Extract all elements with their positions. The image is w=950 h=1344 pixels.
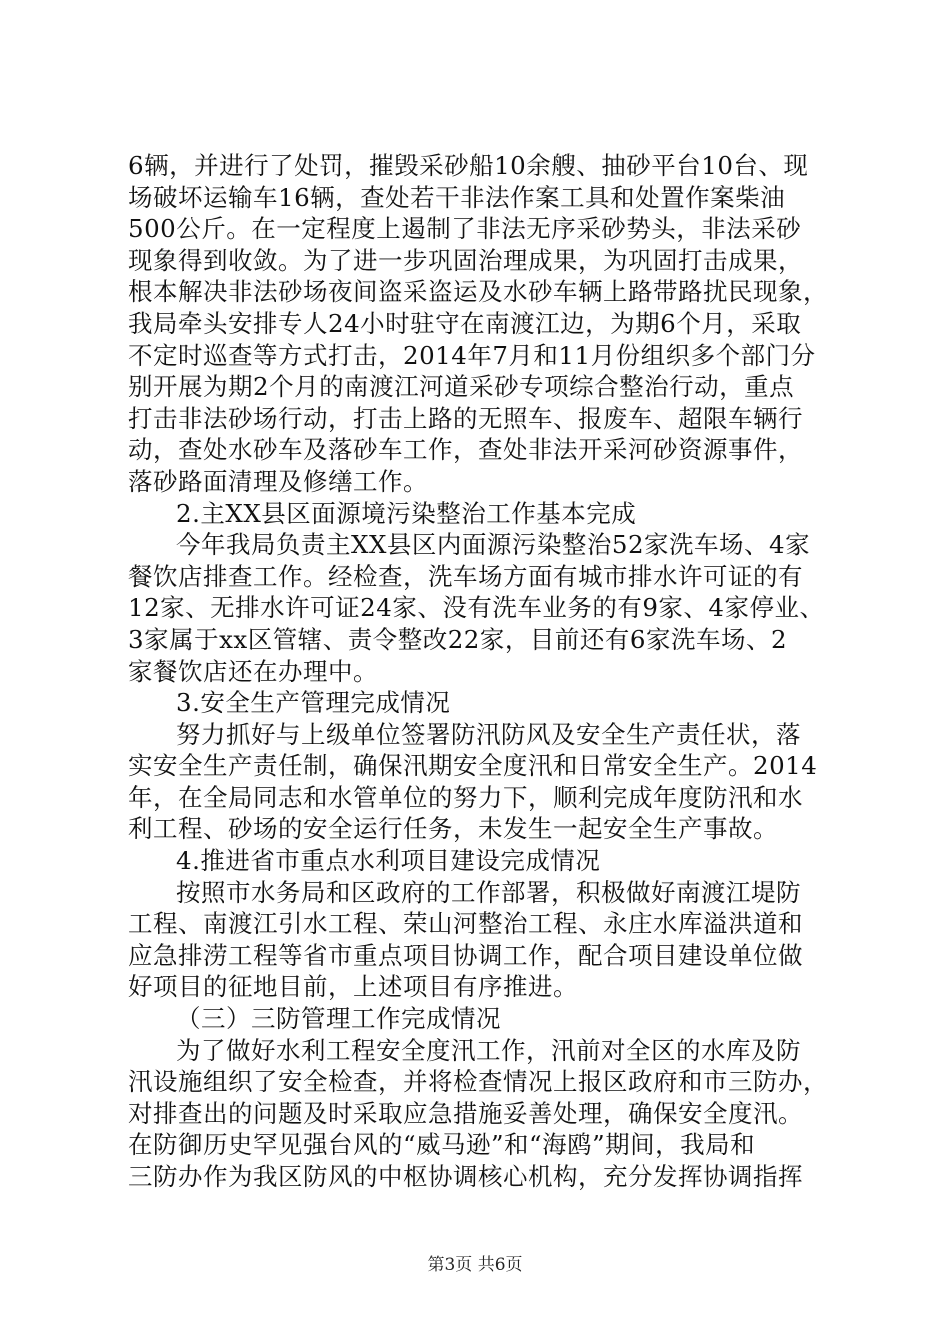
text-line: 现象得到收敛。为了进一步巩固治理成果，为巩固打击成果， [128, 245, 803, 275]
section-heading: 2.主XX县区面源境污染整治工作基本完成 [176, 498, 637, 528]
paragraph-start: 为了做好水利工程安全度汛工作，汛前对全区的水库及防 [176, 1035, 801, 1065]
text-line: 落砂路面清理及修缮工作。 [128, 466, 428, 496]
text-line: 在防御历史罕见强台风的“威马逊”和“海鸥”期间，我局和 [128, 1130, 756, 1160]
text-line: 6辆，并进行了处罚，摧毁采砂船10余艘、抽砂平台10台、现 [128, 151, 809, 180]
paragraph-start: 今年我局负责主XX县区内面源污染整治52家洗车场、4家 [176, 530, 811, 560]
text-line: 餐饮店排查工作。经检查，洗车场方面有城市排水许可证的有 [128, 561, 803, 591]
text-line: 好项目的征地目前，上述项目有序推进。 [128, 972, 578, 1002]
text-line: 不定时巡查等方式打击，2014年7月和11月份组织多个部门分 [128, 340, 816, 370]
text-line: 别开展为期2个月的南渡江河道采砂专项综合整治行动，重点 [128, 372, 795, 402]
text-line: 场破坏运输车16辆，查处若干非法作案工具和处置作案柴油 [128, 182, 786, 212]
section-heading: 4.推进省市重点水利项目建设完成情况 [176, 846, 601, 876]
paragraph-start: 努力抓好与上级单位签署防汛防风及安全生产责任状，落 [176, 719, 801, 749]
text-line: 对排查出的问题及时采取应急措施妥善处理，确保安全度汛。 [128, 1098, 803, 1128]
text-line: 12家、无排水许可证24家、没有洗车业务的有9家、4家停业、 [128, 593, 825, 623]
text-line: 汛设施组织了安全检查，并将检查情况上报区政府和市三防办， [128, 1067, 828, 1097]
text-line: 动，查处水砂车及落砂车工作，查处非法开采河砂资源事件， [128, 435, 803, 465]
text-line: 利工程、砂场的安全运行任务，未发生一起安全生产事故。 [128, 814, 778, 844]
paragraph-start: 按照市水务局和区政府的工作部署，积极做好南渡江堤防 [176, 877, 801, 907]
text-line: 年，在全局同志和水管单位的努力下，顺利完成年度防汛和水 [128, 782, 803, 812]
document-body [128, 150, 832, 1193]
text-line: 3家属于xx区管辖、责令整改22家，目前还有6家洗车场、2 [128, 624, 788, 654]
section-heading: （三）三防管理工作完成情况 [176, 1004, 501, 1034]
page-number: 第3页 共6页 [427, 1255, 523, 1275]
text-line: 实安全生产责任制，确保汛期安全度汛和日常安全生产。2014 [128, 751, 818, 781]
text-line: 我局牵头安排专人24小时驻守在南渡江边，为期6个月，采取 [128, 308, 802, 338]
text-line: 500公斤。在一定程度上遏制了非法无序采砂势头，非法采砂 [128, 214, 802, 244]
section-heading: 3.安全生产管理完成情况 [176, 688, 451, 718]
text-line: 工程、南渡江引水工程、荣山河整治工程、永庄水库溢洪道和 [128, 909, 803, 939]
text-line: 三防办作为我区防风的中枢协调核心机构，充分发挥协调指挥 [128, 1162, 803, 1191]
text-line: 应急排涝工程等省市重点项目协调工作，配合项目建设单位做 [128, 940, 803, 970]
text-line: 根本解决非法砂场夜间盗采盗运及水砂车辆上路带路扰民现象， [128, 277, 828, 307]
text-line: 打击非法砂场行动，打击上路的无照车、报废车、超限车辆行 [128, 403, 803, 433]
text-line: 家餐饮店还在办理中。 [128, 656, 378, 686]
